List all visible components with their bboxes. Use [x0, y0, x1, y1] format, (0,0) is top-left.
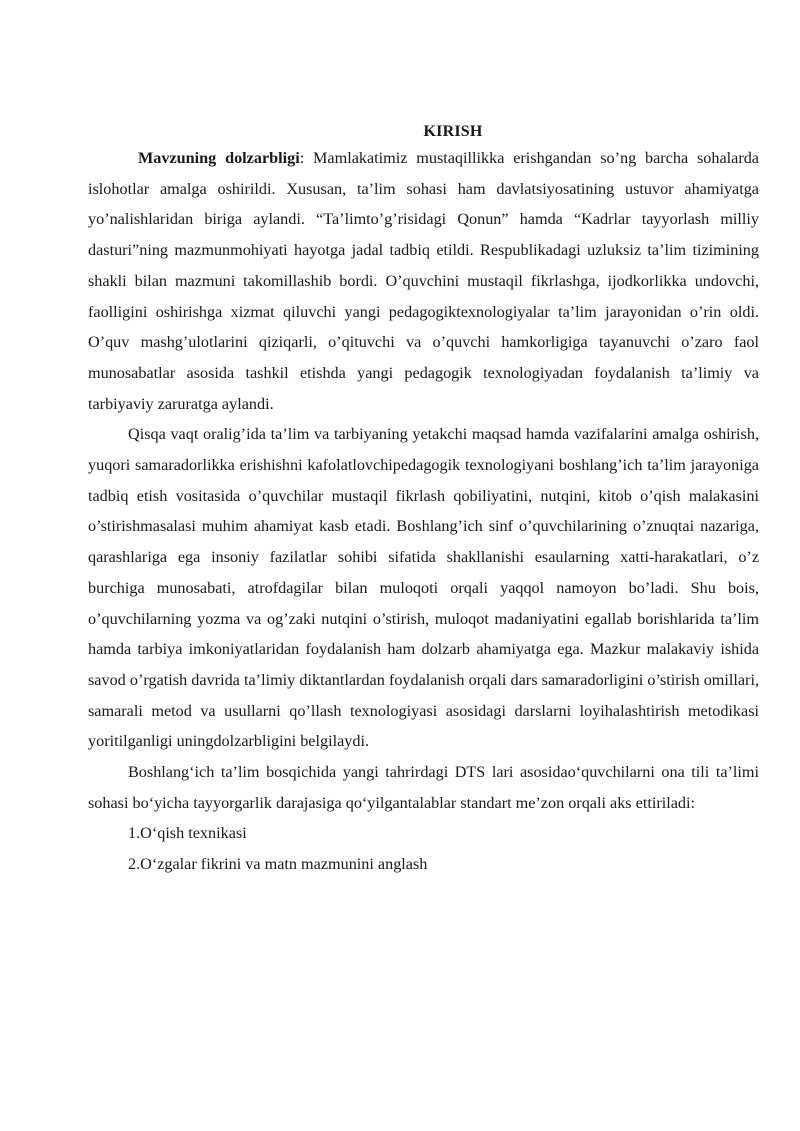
page-title: KIRISH: [423, 123, 483, 140]
intro-text: : Mamlakatimiz mustaqillikka erishgandan so’ng barcha sohalarda islohotlar amalga oshirildi. Xususan, ta’lim sohasi ham davlatsiyosatining ustuvor ahamiyatga yo’nalishlaridan biriga aylandi. “Ta’limto’g’risidagi Qonun” hamda “Kadrlar tayyorlash milliy dasturi”ning mazmunmohiyati hayotga jadal tadbiq etildi. Respublikadagi uzluksiz ta’lim tizimining shakli bilan mazmuni takomillashib bordi. O’quvchini mustaqil fikrlashga, ijodkorlikka undovchi, faolligini oshirishga xizmat qiluvchi yangi pedagogiktexnologiyalar ta’lim jarayonidan o’rin oldi. O’quv mashg’ulotlarini qiziqarli, o’qituvchi va o’quvchi hamkorligiga tayanuvchi o’zaro faol munosabatlar asosida tashkil etishda yangi pedagogik texnologiyadan foydalanish ta’limiy va tarbiyaviy zaruratga aylandi.: [88, 149, 759, 413]
paragraph-2: Qisqa vaqt oralig’ida ta’lim va tarbiyaning yetakchi maqsad hamda vazifalarini amalga oshirish, yuqori samaradorlikka erishishni kafolatlovchipedagogik texnologiyani boshlang’ich ta’lim jarayoniga tadbiq etish vositasida o’quvchilar mustaqil fikrlash qobiliyatini, nutqini, kitob o’qish malakasini o’stirishmasalasi muhim ahamiyat kasb etadi. Boshlang’ich sinf o’quvchilarining o’znuqtai nazariga, qarashlariga ega insoniy fazilatlar sohibi sifatida shakllanishi esaularning xatti-harakatlari, o’z burchiga munosabati, atrofdagilar bilan muloqoti orqali yaqqol namoyon bo’ladi. Shu bois, o’quvchilarning yozma va og’zaki nutqini o’stirish, muloqot madaniyatini egallab borishlarida ta’lim hamda tarbiya imkoniyatlaridan foydalanish ham dolzarb ahamiyatga ega. Mazkur malakaviy ishida savod o’rgatish davrida ta’limiy diktantlardan foydalanish orqali dars samaradorligini o’stirish omillari, samarali metod va usullarni qo’llash texnologiyasi asosidagi darslarni loyihalashtirish metodikasi yoritilganligi uningdolzarbligini belgilaydi.: [88, 425, 759, 751]
intro-paragraph: [88, 143, 759, 419]
document-body: [88, 143, 759, 880]
list-item: 1.O‘qish texnikasi: [128, 824, 247, 843]
list-item: 2.O‘zgalar fikrini va matn mazmunini anglash: [128, 855, 428, 874]
intro-lead: Mavzuning dolzarbligi: [138, 149, 300, 167]
paragraph-3: Boshlang‘ich ta’lim bosqichida yangi tahrirdagi DTS lari asosidao‘quvchilarni ona tili ta’limi sohasi bo‘yicha tayyorgarlik darajasiga qo‘yilgantalablar standart me’zon orqali aks ettiriladi:: [88, 763, 759, 812]
